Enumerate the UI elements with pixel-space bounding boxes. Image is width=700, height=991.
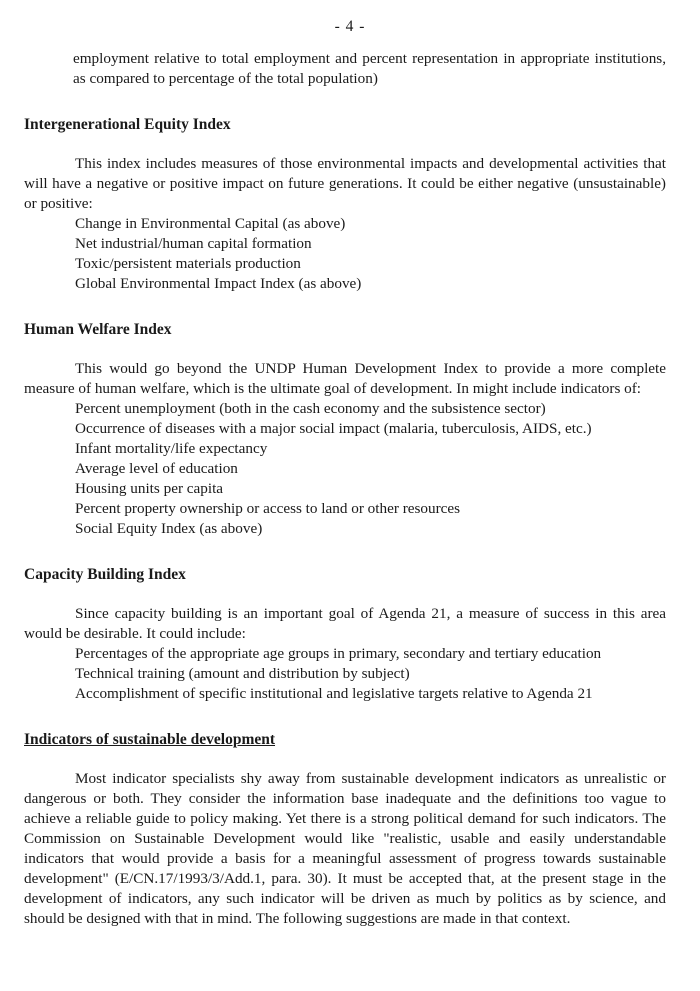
- section-human-welfare: [24, 320, 666, 539]
- list-item: Percentages of the appropriate age groups in primary, secondary and tertiary education: [75, 645, 602, 662]
- section-paragraph: This index includes measures of those environmental impacts and developmental activities that will have a negative or positive impact on future generations. It could be either negative (unsustainable) or positive:: [24, 155, 666, 212]
- page-number: - 4 -: [334, 18, 366, 35]
- list-item: Percent property ownership or access to land or other resources: [75, 500, 461, 517]
- list-item: Percent unemployment (both in the cash economy and the subsistence sector): [75, 400, 546, 417]
- indicator-list: [24, 399, 666, 539]
- list-item: Infant mortality/life expectancy: [75, 440, 268, 457]
- section-capacity-building: [24, 565, 666, 704]
- list-item: Accomplishment of specific institutional and legislative targets relative to Agenda 21: [75, 685, 593, 702]
- section-heading: Capacity Building Index: [24, 566, 186, 583]
- intro-continuation: employment relative to total employment and percent representation in appropriate institutions, as compared to percentage of the total population): [73, 50, 666, 87]
- section-paragraph: This would go beyond the UNDP Human Development Index to provide a more complete measure of human welfare, which is the ultimate goal of development. In might include indicators of:: [24, 360, 666, 397]
- indicator-list: [24, 214, 666, 294]
- section-heading: Human Welfare Index: [24, 321, 172, 338]
- list-item: Toxic/persistent materials production: [75, 255, 301, 272]
- list-item: Housing units per capita: [75, 480, 224, 497]
- document-body: [24, 49, 666, 929]
- list-item: Global Environmental Impact Index (as above): [75, 275, 362, 292]
- list-item: Technical training (amount and distribution by subject): [75, 665, 410, 682]
- section-paragraph: Since capacity building is an important goal of Agenda 21, a measure of success in this area would be desirable. It could include:: [24, 605, 666, 642]
- section-heading: Indicators of sustainable development: [24, 731, 276, 748]
- list-item: Average level of education: [75, 460, 238, 477]
- list-item: Social Equity Index (as above): [75, 520, 263, 537]
- section-sustainable-development: [24, 730, 666, 929]
- indicator-list: [24, 644, 666, 704]
- list-item: Net industrial/human capital formation: [75, 235, 312, 252]
- list-item: Change in Environmental Capital (as above): [75, 215, 346, 232]
- list-item: Occurrence of diseases with a major social impact (malaria, tuberculosis, AIDS, etc.): [75, 420, 592, 437]
- section-paragraph: Most indicator specialists shy away from sustainable development indicators as unrealistic or dangerous or both. They consider the information base inadequate and the definitions too vague to achieve a reliable guide to policy making. Yet there is a strong political demand for such indicators. The Commission on Sustainable Development would like "realistic, usable and easily understandable indicators that would provide a basis for a meaningful assessment of progress towards sustainable development" (E/CN.17/1993/3/Add.1, para. 30). It must be accepted that, at the present stage in the development of indicators, any such indicator will be driven as much by politics as by science, and should be designed with that in mind. The following suggestions are made in that context.: [24, 770, 666, 927]
- section-heading: Intergenerational Equity Index: [24, 116, 231, 133]
- section-intergenerational-equity: [24, 115, 666, 294]
